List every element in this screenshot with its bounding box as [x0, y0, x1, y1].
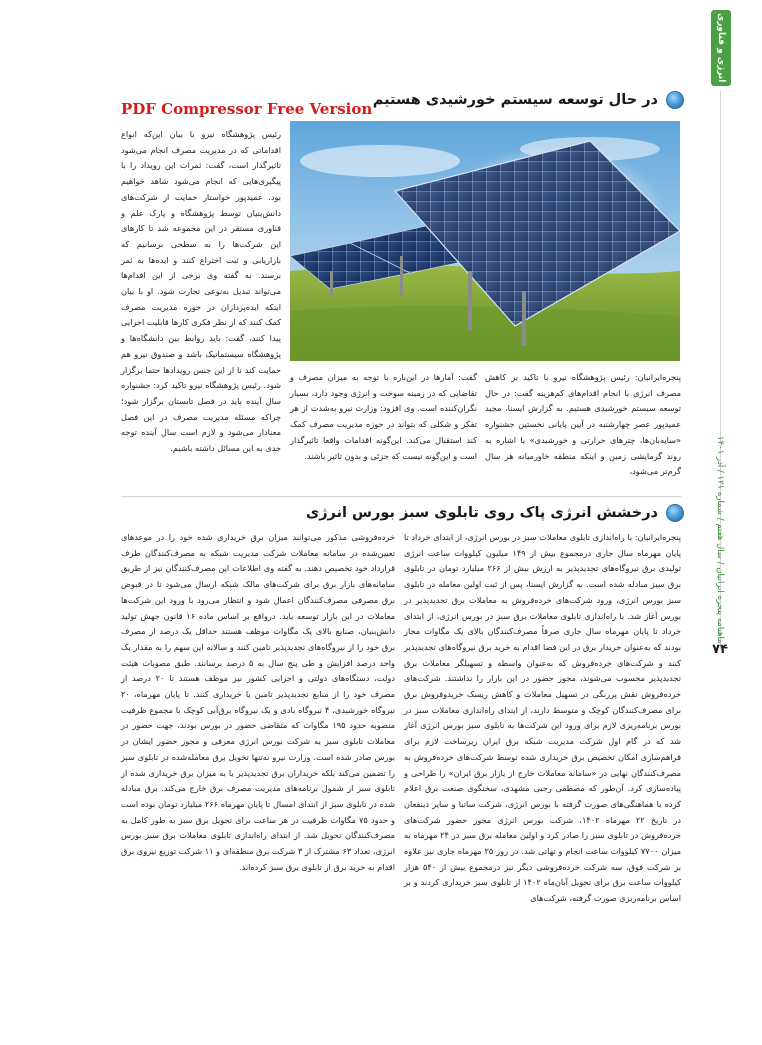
article-2-column-right: پنجره‌ایرانیان: با راه‌اندازی تابلوی معاملات سبز در بورس انرژی، از ابتدای خرداد تا پایان مهرماه سال جاری درمجموع بیش از ۱۴۹ میلیون کیلووات ساعت انرژی تولیدی برق نیروگاه‌های تجدیدپذیر به ارزش بیش از ۲۶۶ میلیارد تومان در تابلوی برق سبز مبادله شده است. به گزارش ایسنا، پس از ثبت اولین معامله در تابلوی سبز بورس انرژی، ورود شرکت‌های خرده‌فروش به معاملات برق تجدیدپذیر در بورس آغاز شد. با راه‌اندازی تابلوی معاملات برق سبز در بورس انرژی، از ابتدای خرداد تا پایان مهرماه سال جاری صرفاً مصرف‌کنندگان بالای یک مگاوات مجاز بودند که به‌عنوان خریدار برق در این فضا اقدام به خرید برق نیروگاه‌های تجدیدپذیر کنند و شرکت‌های خرده‌فروش که به‌عنوان واسطه و تسهیلگر معاملات برق تجدیدپذیر محسوب می‌شوند، مجوز حضور در این بازار را نداشتند. شرکت‌های خرده‌فروش نقش پررنگی در تسهیل معاملات و کاهش ریسک خریدوفروش برق برای مصرف‌کنندگان کوچک و متوسط دارند، از ابتدای راه‌اندازی معاملات سبز در بورس برنامه‌ریزی لازم برای ورود این شرکت‌ها به تابلوی سبز بورس انرژی آغاز شد که در گام اول شرکت مدیریت شبکه برق ایران زیرساخت لازم برای فراهم‌سازی امکان تخصیص برق خریداری شده توسط شرکت‌های خرده‌فروش به مصرف‌کنندگان نهایی در «سامانه معاملات خارج از بازار برق ایران» را طراحی و پیاده‌سازی کرد. آن‌طور که مصطفی رجبی مشهدی، سخنگوی صنعت برق اعلام کرده با هماهنگی‌های صورت گرفته با بورس انرژی، شرکت ساتبا و سایر ذینفعان در تاریخ ۲۲ مهرماه ۱۴۰۲، شرکت بورس انرژی مجوز حضور شرکت‌های خرده‌فروش در تابلوی سبز را صادر کرد و اولین معامله برق سبز در ۲۴ مهرماه به میزان ۷۷۰۰ کیلووات ساعت انجام و تهاتی شد. در روز ۲۵ مهرماه جاری نیز علاوه بر شرکت فوق، سه شرکت خرده‌فروشی دیگر نیز درمجموع بیش از ۵۴۰ هزار کیلووات ساعت برق برای تحویل آبان‌ماه ۱۴۰۲ از تابلوی سبز خریداری کردند و بر اساس برنامه‌ریزی صورت گرفته، شرکت‌های [404, 532, 682, 904]
solar-panels-photo [290, 121, 680, 361]
article-2-column-left: خرده‌فروشی مذکور می‌توانند میزان برق خریداری شده خود را در موعدهای تعیین‌شده در سامانه معاملات شرکت مدیریت شبکه به مصرف‌کنندگان طرف قرارداد خود تخصیص دهند. به گفته وی اطلاعات این مصرف‌کنندگان نیز از طریق سامانه‌های بازار برق برای شرکت‌های مالک شبکه ارسال می‌شود تا در قبوض برق مصرفی مصرف‌کنندگان اعمال شود و انتظار می‌رود با ورود این شرکت‌ها معاملات در این بازار توسعه یابد. درواقع بر اساس ماده ۱۶ قانون جهش تولید دانش‌بنیان، صنایع بالای یک مگاوات موظف هستند حداقل یک درصد از مصرف برق خود را از نیروگاه‌های تجدیدپذیر تامین کنند و سالانه این سهم را به مقدار یک واحد درصد افزایش و طی پنج سال به ۵ درصد برسانند. طبق مصوبات هیئت دولت، دستگاه‌های دولتی و اجرایی کشور نیز موظف هستند تا ۲۰ درصد از مصرف خود را از منابع تجدیدپذیر تامین یا خریداری کنند. تا پایان مهرماه، ۲۰ نیروگاه خورشیدی، ۴ نیروگاه بادی و یک نیروگاه برق‌آبی کوچک با مجموع ظرفیت منصوبه حدود ۱۹۵ مگاوات که متقاضی حضور در بورس بودند، جهت حضور در معاملات تابلوی سبز به شرکت بورس انرژی معرفی و مجوز حضور ایشان در بورس صادر شده است. وزارت نیرو نه‌تنها تحویل برق معامله‌شده در تابلوی سبز را تضمین می‌کند بلکه خریداران برق تجدیدپذیر یا به میزان برق خریداری شده از تابلوی سبز از شمول برنامه‌های مدیریت مصرف برق خارج می‌کند. برق مبادله شده در تابلوی سبز از ابتدای امسال تا پایان مهرماه ۲۶۶ میلیارد تومان بوده است و حدود ۷۵ مگاوات ظرفیت در هر ساعت برای تحویل برق سبز به طور کامل به مصرف‌کنندگان تحویل شد. از ابتدای راه‌اندازی تابلوی معاملات برق سبز بورس انرژی، تعداد ۶۳ مشترک از ۳ شرکت برق منطقه‌ای و ۱۱ شرکت توزیع نیروی برق اقدام به خرید برق از تابلوی برق سبز کرده‌اند. [121, 532, 396, 872]
page-number: ۷۴ [712, 642, 728, 657]
article-1-column-left: رئیس پژوهشگاه نیرو با بیان این‌که انواع اقداماتی که در مدیریت مصرف انجام می‌شود تاثیرگذار است، گفت: ثمرات این رویداد را با پیگیری‌هایی که انجام می‌شود شاهد خواهیم بود. عمیدپور خواستار حمایت از شرکت‌های دانش‌بنیان توسط پژوهشگاه و پارک علم و فناوری مستقر در این مجموعه شد تا کارهای این شرکت‌ها را به سطحی برسانیم که بازاریابی و ثبت اختراع کنند و ایده‌ها به ثمر برسند. به گفته وی برخی از این اقدام‌ها می‌تواند تبدیل به‌نوعی تجارت شود. او با بیان اینکه ایده‌پردازان در حوزه مدیریت مصرف کمک کنند که از نظر فکری کارها قابلیت اجرایی پیدا کنند، گفت: باید روابط بین دانشگاه‌ها و پژوهشگاه سیستماتیک باشد و صندوق نیرو هم حمایت کند تا از این جنس رویدادها حتما برگزار شود. رئیس پژوهشگاه نیرو تاکید کرد: جشنواره سال آینده باید در فصل تابستان برگزار شود؛ چراکه مسئله مدیریت مصرف در این فصل معنادار می‌شود و لازم است سال آینده توجه جدی به این مسائل داشته باشیم. [121, 129, 281, 454]
article-2-title-text: درخشش انرژی پاک روی تابلوی سبز بورس انرژی [305, 505, 658, 521]
section-tab-label: انرژی و فناوری [716, 13, 726, 83]
globe-icon [666, 504, 684, 522]
article-2-title [306, 504, 684, 522]
magazine-footer: ماهنامه پنجره ایرانیان / سال هفتم / شماره ۱۲۱ / آذر ۱۴۰۱ [715, 436, 725, 644]
article-1-title [373, 91, 684, 109]
globe-icon [666, 91, 684, 109]
article-1-column-middle: گفت: آمارها در این‌باره با توجه به میزان مصرف و تقاضایی که در زمینه سوخت و انرژی وجود دارد، بسیار نگران‌کننده است. وی افزود: وزارت نیرو به‌شدت از هر تفکر و شکلی که بتواند در حوزه مدیریت مصرف کمک کند استقبال می‌کند. این‌گونه اقدامات واقعا تاثیرگذار است و این‌گونه نیست که جزئی و بدون تاثیر باشند. [290, 372, 477, 461]
watermark: PDF Compressor Free Version [121, 100, 373, 118]
article-1-title-text: در حال توسعه سیستم خورشیدی هستیم [372, 92, 658, 108]
section-divider [121, 496, 681, 497]
article-1-column-right: پنجره‌ایرانیان: رئیس پژوهشگاه نیرو با تاکید بر کاهش مصرف انرژی با انجام اقدام‌های کم‌هزینه گفت: در حال توسعه سیستم خورشیدی هستیم. به گزارش ایسنا، مجید عمیدپور عصر چهارشنبه در آیین پایانی نخستین جشنواره «سایه‌بان‌ها، چترهای حرارتی و خورشیدی» با اشاره به روند گرمایشی زمین و اینکه منطقه خاورمیانه هر سال گرم‌تر می‌شود، [485, 372, 681, 477]
